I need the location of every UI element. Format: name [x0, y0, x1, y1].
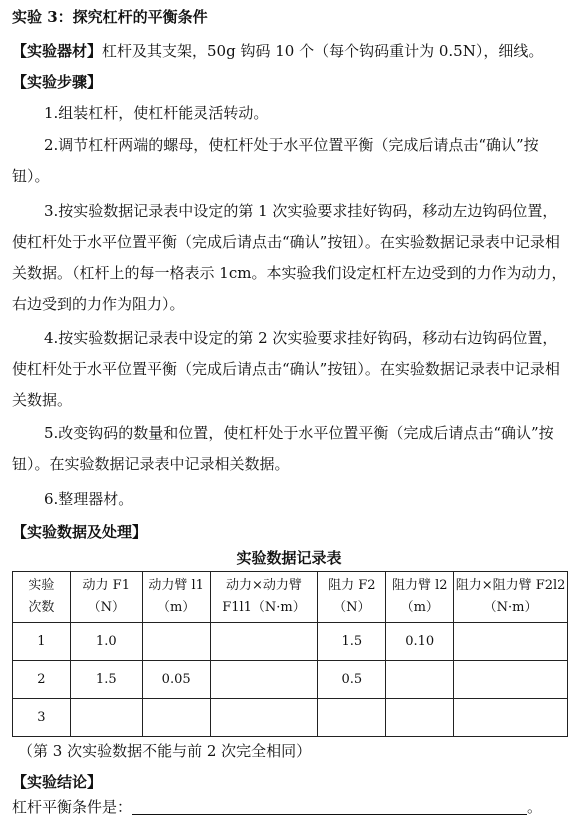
table-cell[interactable] — [142, 623, 210, 661]
table-cell[interactable] — [386, 661, 454, 699]
table-cell[interactable] — [454, 699, 568, 737]
table-cell: 1.5 — [318, 623, 386, 661]
data-heading: 【实验数据及处理】 — [12, 523, 148, 541]
step-3: 3.按实验数据记录表中设定的第 1 次实验要求挂好钩码，移动左边钩码位置，使杠杆处于水平位置平衡（完成后请点击“确认”按钮）。在实验数据记录表中记录相关数据。（杠杆上的每一格表示 1cm。本实验我们设定杠杆左边受到的力作为动力，右边受到的力作为阻力）。 — [12, 202, 567, 313]
header-cell: 动力×动力臂 F1l1（N·m） — [210, 572, 318, 623]
conclusion-prompt: 杠杆平衡条件是： — [12, 798, 133, 816]
table-cell: 0.10 — [386, 623, 454, 661]
step-6: 6.整理器材。 — [44, 490, 134, 508]
steps-heading: 【实验步骤】 — [12, 73, 103, 91]
data-table — [12, 571, 568, 737]
conclusion-blank[interactable] — [132, 797, 527, 815]
table-header-row — [13, 572, 568, 623]
step-1: 1.组装杠杆，使杠杆能灵活转动。 — [44, 104, 269, 122]
table-cell[interactable] — [454, 623, 568, 661]
table-row — [13, 623, 568, 661]
table-row — [13, 661, 568, 699]
table-cell: 1.0 — [70, 623, 142, 661]
conclusion-heading: 【实验结论】 — [12, 773, 103, 791]
table-cell[interactable] — [210, 661, 318, 699]
step-5: 5.改变钩码的数量和位置，使杠杆处于水平位置平衡（完成后请点击“确认”按钮）。在实验数据记录表中记录相关数据。 — [12, 424, 554, 473]
table-cell[interactable] — [142, 699, 210, 737]
table-row — [13, 699, 568, 737]
equipment-line — [12, 40, 543, 61]
table-cell[interactable] — [70, 699, 142, 737]
header-cell: 阻力臂 l2 （m） — [386, 572, 454, 623]
equipment-text: 杠杆及其支架，50g 钩码 10 个（每个钩码重计为 0.5N），细线。 — [102, 42, 544, 60]
table-title: 实验数据记录表 — [236, 549, 342, 567]
header-cell: 阻力×阻力臂 F2l2 （N·m） — [454, 572, 568, 623]
page-title: 实验 3：探究杠杆的平衡条件 — [12, 8, 208, 26]
table-cell: 1.5 — [70, 661, 142, 699]
table-cell: 0.05 — [142, 661, 210, 699]
table-cell[interactable] — [318, 699, 386, 737]
table-cell: 2 — [13, 661, 71, 699]
conclusion-line — [12, 796, 542, 817]
table-cell[interactable] — [210, 699, 318, 737]
header-cell: 动力臂 l1 （m） — [142, 572, 210, 623]
table-cell: 0.5 — [318, 661, 386, 699]
conclusion-end: 。 — [527, 798, 543, 816]
table-note: （第 3 次实验数据不能与前 2 次完全相同） — [18, 742, 312, 760]
header-cell: 实验 次数 — [13, 572, 71, 623]
table-cell[interactable] — [210, 623, 318, 661]
table-cell[interactable] — [454, 661, 568, 699]
table-cell: 1 — [13, 623, 71, 661]
equipment-label: 【实验器材】 — [12, 42, 103, 60]
step-4: 4.按实验数据记录表中设定的第 2 次实验要求挂好钩码，移动右边钩码位置，使杠杆处于水平位置平衡（完成后请点击“确认”按钮）。在实验数据记录表中记录相关数据。 — [12, 329, 560, 409]
step-2: 2.调节杠杆两端的螺母，使杠杆处于水平位置平衡（完成后请点击“确认”按钮）。 — [12, 136, 539, 185]
table-cell[interactable] — [386, 699, 454, 737]
header-cell: 动力 F1 （N） — [70, 572, 142, 623]
header-cell: 阻力 F2 （N） — [318, 572, 386, 623]
table-cell: 3 — [13, 699, 71, 737]
